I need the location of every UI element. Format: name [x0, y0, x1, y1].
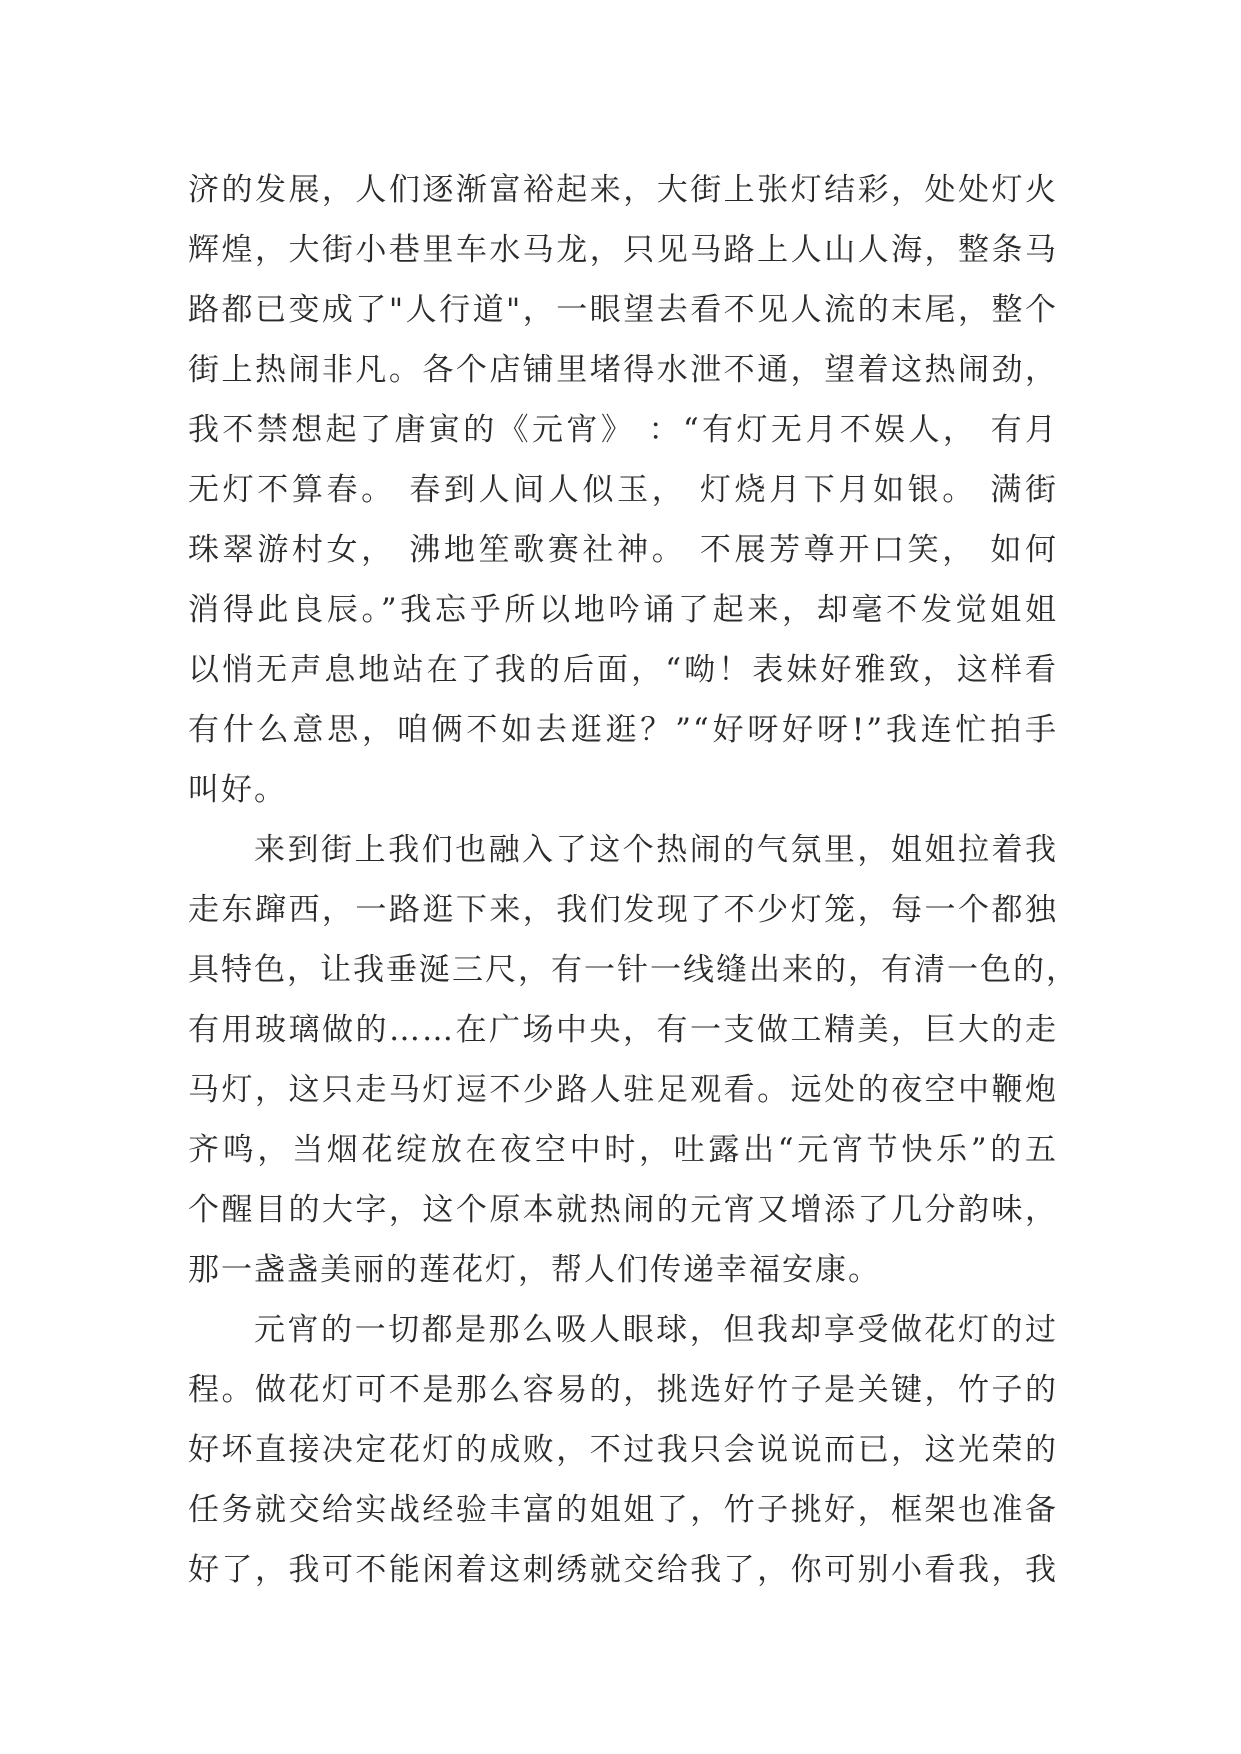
text-line: 街上热闹非凡。各个店铺里堵得水泄不通，望着这热闹劲，	[188, 352, 1058, 388]
text-line: 路都已变成了"人行道"，一眼望去看不见人流的末尾，整个	[188, 292, 1058, 328]
text-line: 辉煌，大街小巷里车水马龙，只见马路上人山人海，整条马	[188, 232, 1058, 268]
text-line: 任务就交给实战经验丰富的姐姐了，竹子挑好，框架也准备	[188, 1492, 1058, 1528]
text-line: 走东蹿西，一路逛下来，我们发现了不少灯笼，每一个都独	[188, 892, 1058, 928]
text-line: 济的发展，人们逐渐富裕起来，大街上张灯结彩，处处灯火	[188, 172, 1058, 208]
text-line: 我不禁想起了唐寅的《元宵》 ：“有灯无月不娱人， 有月	[188, 412, 1058, 448]
text-line: 无灯不算春。 春到人间人似玉， 灯烧月下月如银。 满街	[188, 472, 1058, 508]
text-line: 有用玻璃做的……在广场中央，有一支做工精美，巨大的走	[188, 1012, 1058, 1048]
text-line: 消得此良辰。”我忘乎所以地吟诵了起来，却毫不发觉姐姐	[188, 592, 1058, 628]
text-line: 以悄无声息地站在了我的后面，“呦！表妹好雅致，这样看	[188, 652, 1058, 688]
text-line: 珠翠游村女， 沸地笙歌赛社神。 不展芳尊开口笑， 如何	[188, 532, 1058, 568]
text-line: 元宵的一切都是那么吸人眼球，但我却享受做花灯的过	[254, 1312, 1058, 1348]
text-line: 有什么意思，咱俩不如去逛逛？”“好呀好呀!”我连忙拍手	[188, 712, 1058, 748]
text-line: 具特色，让我垂涎三尺，有一针一线缝出来的，有清一色的，	[188, 952, 1079, 988]
text-line: 程。做花灯可不是那么容易的，挑选好竹子是关键，竹子的	[188, 1372, 1058, 1408]
text-line: 齐鸣，当烟花绽放在夜空中时，吐露出“元宵节快乐”的五	[188, 1132, 1058, 1168]
document-body	[188, 160, 1079, 1600]
text-line: 马灯，这只走马灯逗不少路人驻足观看。远处的夜空中鞭炮	[188, 1072, 1058, 1108]
text-line: 好坏直接决定花灯的成败，不过我只会说说而已，这光荣的	[188, 1432, 1058, 1468]
text-line: 那一盏盏美丽的莲花灯，帮人们传递幸福安康。	[188, 1252, 881, 1288]
text-line: 叫好。	[188, 772, 287, 808]
text-line: 个醒目的大字，这个原本就热闹的元宵又增添了几分韵味，	[188, 1192, 1058, 1228]
text-line: 来到街上我们也融入了这个热闹的气氛里，姐姐拉着我	[254, 832, 1058, 868]
text-line: 好了，我可不能闲着这刺绣就交给我了，你可别小看我，我	[188, 1552, 1058, 1588]
